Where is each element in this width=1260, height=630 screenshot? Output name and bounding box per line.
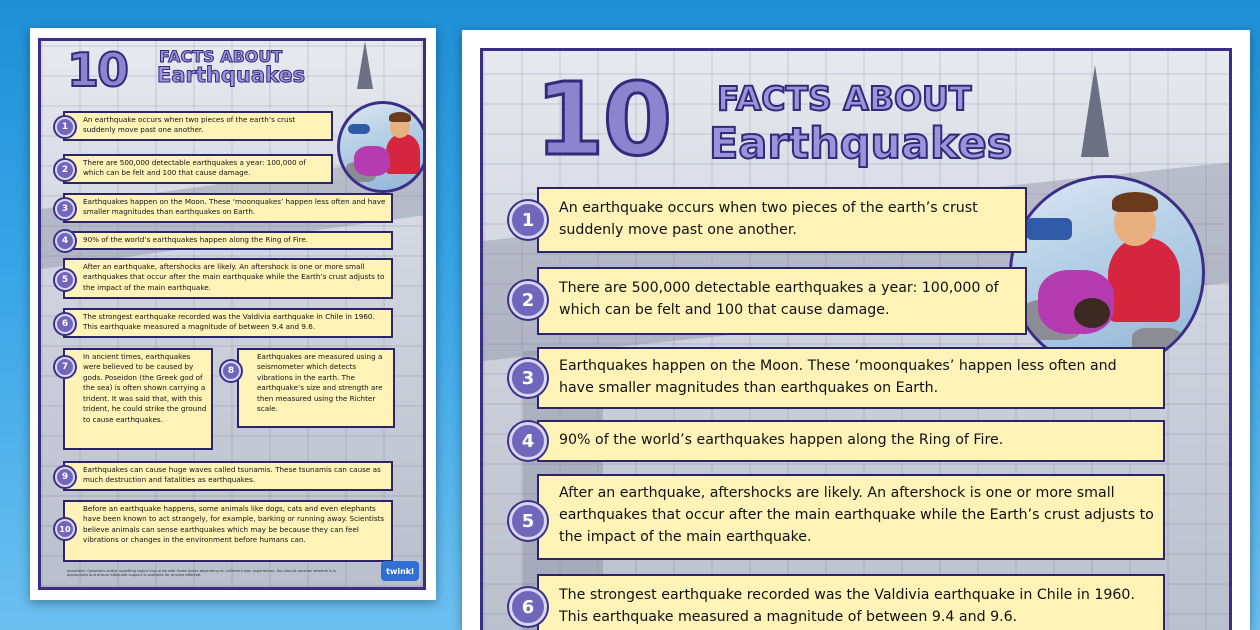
large-poster bbox=[462, 30, 1250, 630]
poster-title-line1: FACTS ABOUT bbox=[717, 79, 972, 118]
fact-1-badge: 1 bbox=[55, 117, 75, 137]
fact-2-badge: 2 bbox=[55, 160, 75, 180]
fact-2-box bbox=[537, 267, 1027, 335]
small-poster bbox=[30, 28, 436, 600]
fact-4-text: 90% of the world’s earthquakes happen along the Ring of Fire. bbox=[83, 235, 309, 244]
fact-5-box bbox=[63, 258, 393, 299]
footer-note: Important: Questions and/or upsetting topics may arise with these topics depending on children's own experiences. You should consider whether it is appropriate and ensure adequate support is available for anyone affected. bbox=[67, 569, 336, 578]
fact-4-badge: 4 bbox=[55, 231, 75, 251]
fact-5-text: After an earthquake, aftershocks are likely. An aftershock is one or more small earthquakes that occur after the main earthquake while the Earth’s crust adjusts to the impact of the main earthquake. bbox=[559, 485, 1154, 545]
poster-title-number: 10 bbox=[535, 61, 671, 178]
fact-6-badge: 6 bbox=[509, 588, 547, 626]
fact-3-box bbox=[537, 347, 1165, 409]
fact-7-text: In ancient times, earthquakes were believed to be caused by gods. Poseidon (the Greek god of the sea) is often shown carrying a trident. It was said that, with this trident, he could strike the ground to cause earthquakes. bbox=[83, 352, 207, 424]
fact-8-box bbox=[237, 348, 395, 428]
fact-1-box bbox=[63, 111, 333, 141]
fact-5-text: After an earthquake, aftershocks are likely. An aftershock is one or more small earthquakes that occur after the main earthquake while the Earth’s crust adjusts to the impact of the main earthquake. bbox=[83, 262, 385, 292]
fact-5-box bbox=[537, 474, 1165, 560]
fact-4-text: 90% of the world’s earthquakes happen along the Ring of Fire. bbox=[559, 432, 1004, 448]
small-poster-frame bbox=[38, 38, 426, 590]
fact-6-text: The strongest earthquake recorded was the Valdivia earthquake in Chile in 1960. This earthquake measured a magnitude of between 9.4 and 9.6. bbox=[559, 587, 1135, 625]
fact-2-text: There are 500,000 detectable earthquakes a year: 100,000 of which can be felt and 100 that cause damage. bbox=[83, 158, 306, 178]
children-earthquake-illustration bbox=[1009, 175, 1205, 371]
fact-10-badge: 10 bbox=[55, 519, 75, 539]
fact-7-box bbox=[63, 348, 213, 450]
fact-1-badge: 1 bbox=[509, 201, 547, 239]
poster-title-line2: Earthquakes bbox=[157, 63, 306, 87]
poster-title-line2: Earthquakes bbox=[709, 119, 1013, 169]
church-spire-illustration bbox=[357, 41, 373, 89]
fact-7-badge: 7 bbox=[55, 357, 75, 377]
fact-2-badge: 2 bbox=[509, 281, 547, 319]
poster-title-line1: FACTS ABOUT bbox=[159, 47, 283, 66]
fact-1-text: An earthquake occurs when two pieces of the earth’s crust suddenly move past one another. bbox=[559, 200, 978, 238]
fact-4-box bbox=[63, 231, 393, 250]
fact-6-box bbox=[63, 308, 393, 338]
fact-3-text: Earthquakes happen on the Moon. These ‘moonquakes’ happen less often and have smaller magnitudes than earthquakes on Earth. bbox=[83, 197, 386, 217]
church-spire-illustration bbox=[1081, 65, 1109, 157]
fact-8-badge: 8 bbox=[221, 361, 241, 381]
fact-10-box bbox=[63, 500, 393, 562]
fact-5-badge: 5 bbox=[509, 502, 547, 540]
fact-3-badge: 3 bbox=[55, 199, 75, 219]
fact-8-text: Earthquakes are measured using a seismometer which detects vibrations in the earth. The earthquake’s size and strength are then measured using the Richter scale. bbox=[257, 352, 383, 414]
fact-4-box bbox=[537, 420, 1165, 462]
fact-3-badge: 3 bbox=[509, 359, 547, 397]
fact-10-text: Before an earthquake happens, some animals like dogs, cats and even elephants have been known to act strangely, for example, barking or running away. Scientists believe animals can sense earthquakes which may be because they can feel vibrations or changes in the environment before humans can. bbox=[83, 504, 385, 545]
children-earthquake-illustration bbox=[337, 101, 426, 193]
fact-6-text: The strongest earthquake recorded was the Valdivia earthquake in Chile in 1960. This earthquake measured a magnitude of between 9.4 and 9.6. bbox=[83, 312, 375, 332]
fact-2-text: There are 500,000 detectable earthquakes a year: 100,000 of which can be felt and 100 that cause damage. bbox=[559, 280, 999, 318]
fact-9-box bbox=[63, 461, 393, 491]
large-poster-frame bbox=[480, 48, 1232, 630]
fact-9-text: Earthquakes can cause huge waves called tsunamis. These tsunamis can cause as much destruction and fatalities as earthquakes. bbox=[83, 465, 381, 485]
fact-9-badge: 9 bbox=[55, 467, 75, 487]
fact-2-box bbox=[63, 154, 333, 184]
fact-1-box bbox=[537, 187, 1027, 253]
fact-1-text: An earthquake occurs when two pieces of the earth’s crust suddenly move past one another. bbox=[83, 115, 296, 135]
fact-6-box bbox=[537, 574, 1165, 630]
poster-title-number: 10 bbox=[67, 43, 128, 97]
fact-5-badge: 5 bbox=[55, 270, 75, 290]
fact-3-box bbox=[63, 193, 393, 223]
fact-3-text: Earthquakes happen on the Moon. These ‘moonquakes’ happen less often and have smaller magnitudes than earthquakes on Earth. bbox=[559, 358, 1117, 396]
twinkl-logo: twinkl bbox=[381, 561, 419, 581]
fact-6-badge: 6 bbox=[55, 314, 75, 334]
fact-4-badge: 4 bbox=[509, 422, 547, 460]
